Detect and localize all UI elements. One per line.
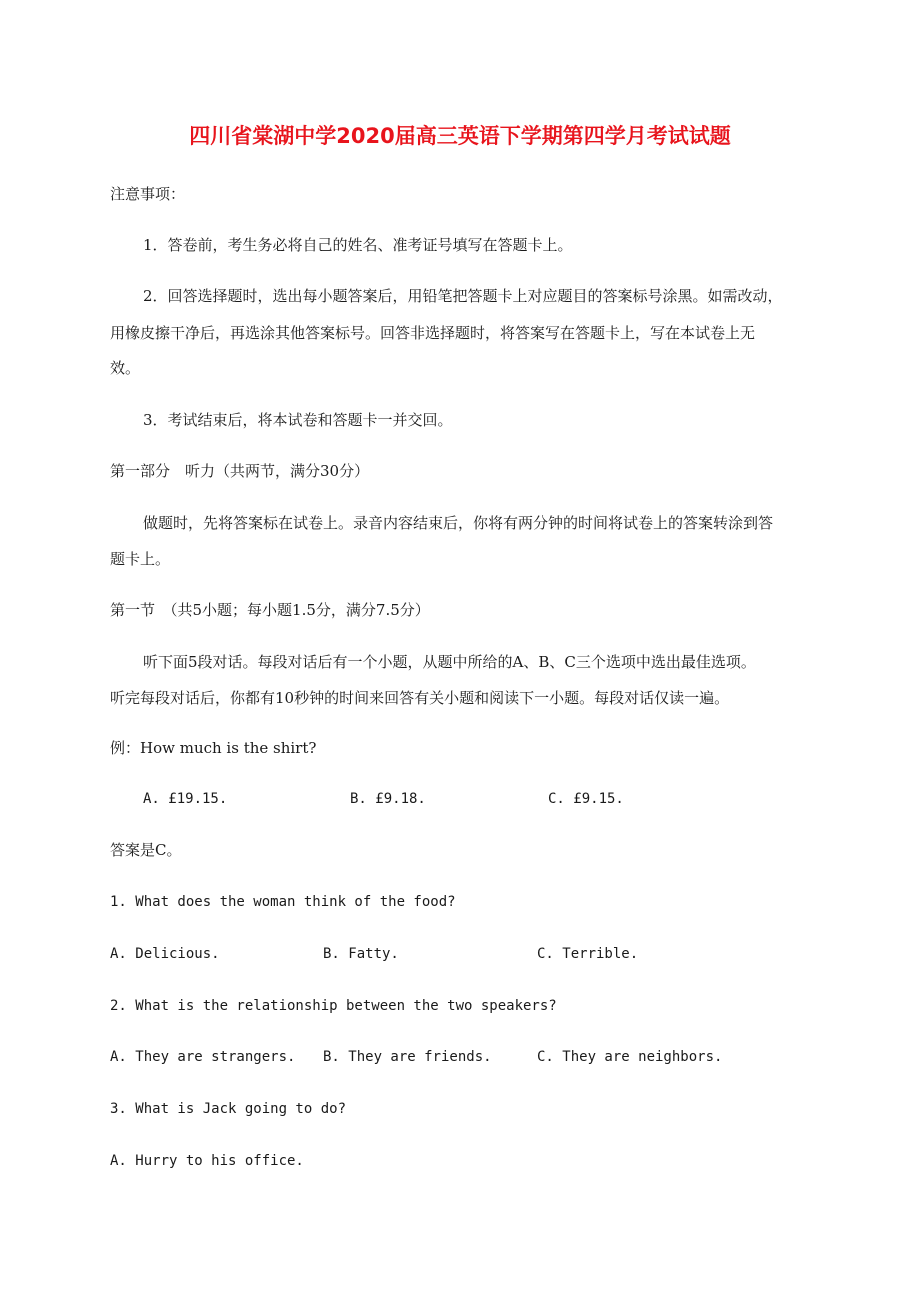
question-2-option-a: A. They are strangers.	[110, 1049, 296, 1065]
part1-heading: 第一部分 听力（共两节，满分30分）	[110, 462, 370, 480]
question-1-option-a: A. Delicious.	[110, 946, 220, 962]
part1-instruction-line-2: 题卡上。	[110, 550, 171, 568]
notice-item-2-line-2: 用橡皮擦干净后，再选涂其他答案标号。回答非选择题时，将答案写在答题卡上，写在本试卷上无	[110, 324, 756, 342]
page-title: 四川省棠湖中学2020届高三英语下学期第四学月考试试题	[189, 124, 731, 148]
notice-item-1: 1．答卷前，考生务必将自己的姓名、准考证号填写在答题卡上。	[143, 236, 573, 254]
example-answer: 答案是C。	[110, 841, 182, 859]
question-1-option-b: B. Fatty.	[323, 946, 399, 962]
section1-instruction-line-2: 听完每段对话后，你都有10秒钟的时间来回答有关小题和阅读下一小题。每段对话仅读一遍。	[110, 689, 730, 707]
question-3-option-a: A. Hurry to his office.	[110, 1153, 304, 1169]
section1-heading: 第一节 （共5小题；每小题1.5分，满分7.5分）	[110, 601, 430, 619]
question-2: 2. What is the relationship between the two speakers?	[110, 998, 557, 1014]
question-1: 1. What does the woman think of the food?	[110, 894, 456, 910]
example-option-b: B. £9.18.	[350, 791, 426, 807]
example-option-c: C. £9.15.	[548, 791, 624, 807]
notice-item-2-line-3: 效。	[110, 359, 141, 377]
question-2-option-c: C. They are neighbors.	[537, 1049, 723, 1065]
notice-item-2-line-1: 2．回答选择题时，选出每小题答案后，用铅笔把答题卡上对应题目的答案标号涂黑。如需改动，	[143, 287, 783, 305]
question-2-option-b: B. They are friends.	[323, 1049, 492, 1065]
notice-heading: 注意事项：	[110, 185, 186, 203]
part1-instruction-line-1: 做题时，先将答案标在试卷上。录音内容结束后，你将有两分钟的时间将试卷上的答案转涂到答	[143, 514, 774, 532]
notice-item-3: 3．考试结束后，将本试卷和答题卡一并交回。	[143, 411, 453, 429]
question-3: 3. What is Jack going to do?	[110, 1101, 347, 1117]
question-1-option-c: C. Terrible.	[537, 946, 639, 962]
section1-instruction-line-1: 听下面5段对话。每段对话后有一个小题，从题中所给的A、B、C三个选项中选出最佳选项。	[143, 653, 756, 671]
example-question: 例：How much is the shirt?	[110, 739, 317, 757]
example-option-a: A. £19.15.	[143, 791, 228, 807]
